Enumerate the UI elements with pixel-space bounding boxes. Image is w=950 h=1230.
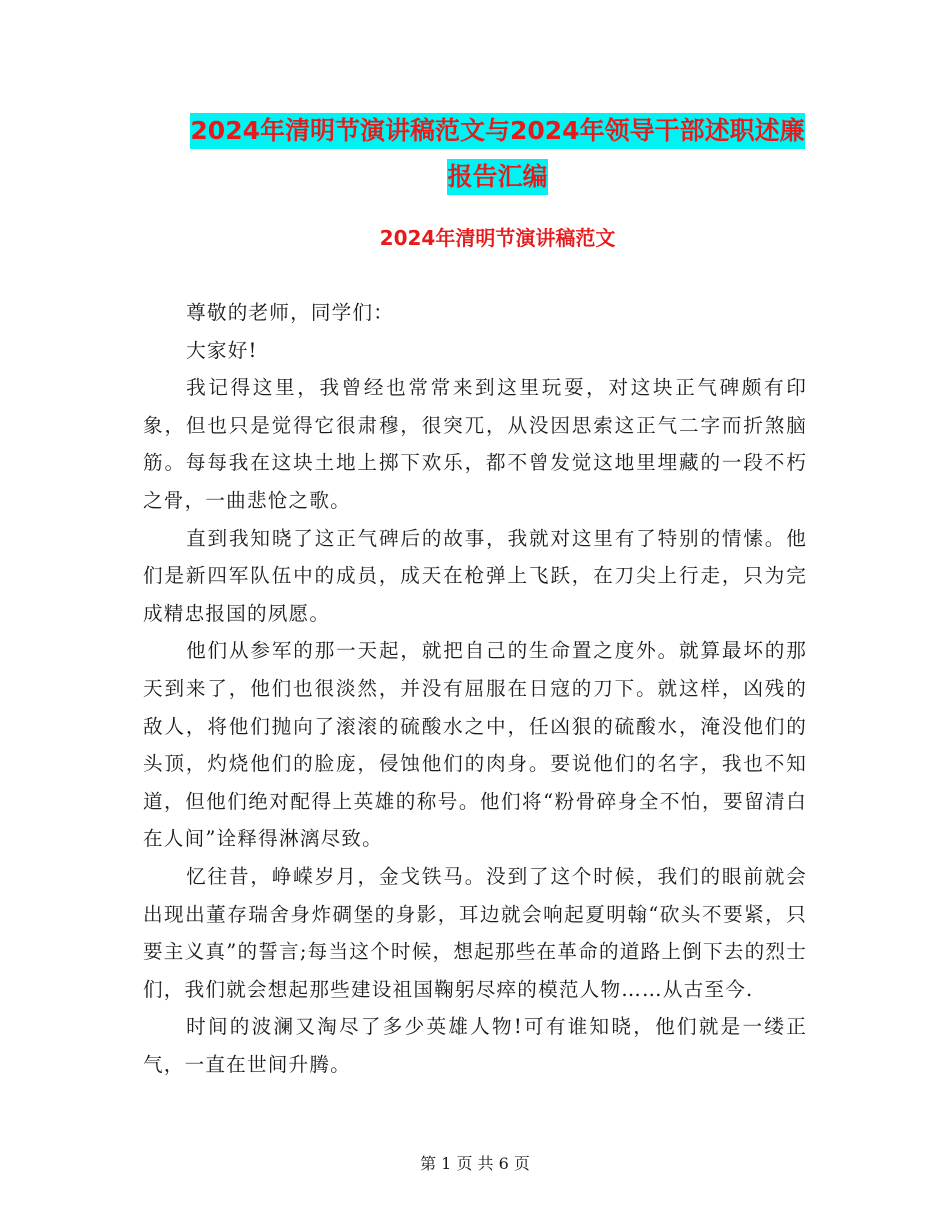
paragraph: 时间的波澜又淘尽了多少英雄人物!可有谁知晓，他们就是一缕正气，一直在世间升腾。 bbox=[143, 1015, 807, 1076]
document-title-line-1: 2024年清明节演讲稿范文与2024年领导干部述职述廉 bbox=[190, 113, 804, 149]
document-title bbox=[140, 108, 855, 200]
document-title-line-2: 报告汇编 bbox=[447, 159, 547, 195]
greeting: 大家好! bbox=[186, 338, 258, 362]
paragraph: 忆往昔，峥嵘岁月，金戈铁马。没到了这个时候，我们的眼前就会出现出董存瑞舍身炸碉堡的身影，耳边就会响起夏明翰“砍头不要紧，只要主义真”的誓言;每当这个时候，想起那些在革命的道路上倒下去的烈士们，我们就会想起那些建设祖国鞠躬尽瘁的模范人物……从古至今. bbox=[143, 864, 807, 1001]
section-title: 2024年清明节演讲稿范文 bbox=[379, 226, 616, 250]
paragraph: 他们从参军的那一天起，就把自己的生命置之度外。就算最坏的那天到来了，他们也很淡然，并没有屈服在日寇的刀下。就这样，凶残的敌人，将他们抛向了滚滚的硫酸水之中，任凶狠的硫酸水，淹没他们的头顶，灼烧他们的脸庞，侵蚀他们的肉身。要说他们的名字，我也不知道，但他们绝对配得上英雄的称号。他们将“粉骨碎身全不怕，要留清白在人间”诠释得淋漓尽致。 bbox=[143, 639, 807, 851]
page-footer: 第 1 页 共 6 页 bbox=[420, 1154, 530, 1173]
paragraph: 直到我知晓了这正气碑后的故事，我就对这里有了特别的情愫。他们是新四军队伍中的成员，成天在枪弹上飞跃，在刀尖上行走，只为完成精忠报国的夙愿。 bbox=[143, 526, 807, 625]
body-text bbox=[143, 294, 807, 1083]
salutation: 尊敬的老师，同学们： bbox=[186, 301, 395, 324]
paragraph: 我记得这里，我曾经也常常来到这里玩耍，对这块正气碑颇有印象，但也只是觉得它很肃穆，很突兀，从没因思索这正气二字而折煞脑筋。每每我在这块土地上掷下欢乐，都不曾发觉这地里埋藏的一段不朽之骨，一曲悲怆之歌。 bbox=[143, 376, 807, 512]
